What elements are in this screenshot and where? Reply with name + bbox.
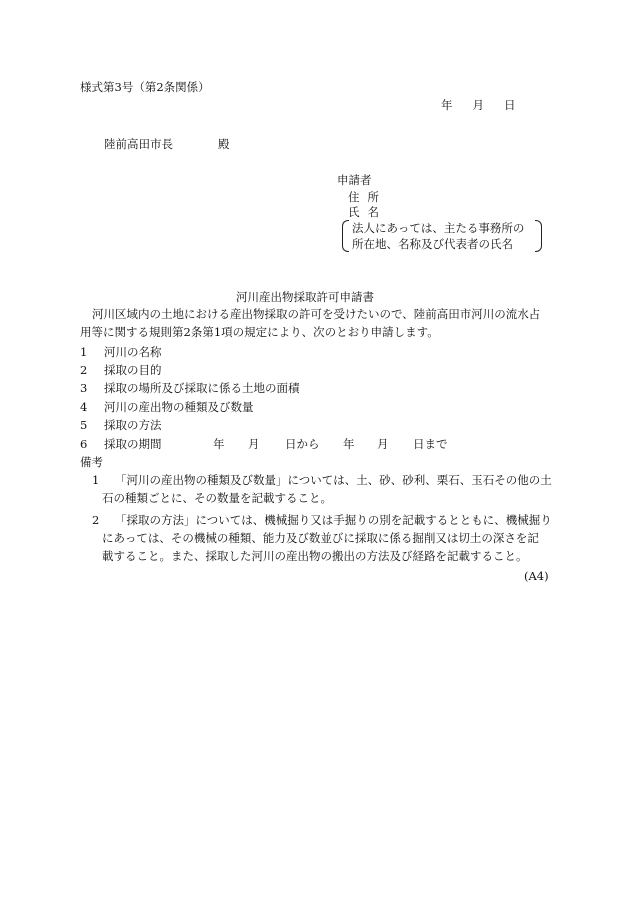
period-end-year: 年 bbox=[343, 437, 355, 451]
corporate-note bbox=[342, 220, 542, 252]
item-number: 2 bbox=[80, 363, 88, 377]
paper-size: (A4) bbox=[524, 569, 549, 583]
remark-2-line-2: にあっては、その機械の種類、能力及び数並びに採取に係る掘削又は切土の深さを記 bbox=[102, 531, 539, 545]
item-label: 採取の期間 bbox=[104, 437, 162, 451]
intro-line-2: 用等に関する規則第2条第1項の規定により、次のとおり申請します。 bbox=[80, 325, 439, 339]
list-item bbox=[80, 419, 162, 433]
corporate-note-text bbox=[352, 220, 524, 252]
item-label: 採取の目的 bbox=[104, 363, 162, 377]
remarks-heading: 備考 bbox=[80, 455, 103, 469]
date-year: 年 bbox=[441, 98, 453, 112]
applicant-label: 申請者 bbox=[337, 173, 372, 187]
item-label: 河川の名称 bbox=[104, 345, 162, 359]
list-item bbox=[80, 438, 162, 452]
remark-2-line-1: 「採取の方法」については、機械掘り又は手掘りの別を記載するとともに、機械掘り bbox=[115, 513, 552, 527]
period-start-month: 月 bbox=[248, 437, 260, 451]
period-start-year: 年 bbox=[213, 437, 225, 451]
item-number: 3 bbox=[80, 381, 88, 395]
remark-number: 1 bbox=[92, 473, 100, 487]
item-label: 採取の方法 bbox=[104, 418, 162, 432]
corporate-note-line-2: 所在地、名称及び代表者の氏名 bbox=[352, 237, 513, 251]
period-end-month: 月 bbox=[377, 437, 389, 451]
item-number: 6 bbox=[80, 437, 88, 451]
list-item bbox=[80, 401, 254, 415]
list-item bbox=[80, 364, 162, 378]
document-title: 河川産出物採取許可申請書 bbox=[236, 290, 374, 304]
remark-1-line-1: 「河川の産出物の種類及び数量」については、土、砂、砂利、栗石、玉石その他の土 bbox=[115, 473, 552, 487]
item-number: 4 bbox=[80, 400, 88, 414]
remark-1-line-2: 石の種類ごとに、その数量を記載すること。 bbox=[102, 491, 332, 505]
bracket-right bbox=[535, 220, 542, 252]
remark-number: 2 bbox=[92, 513, 100, 527]
date-line bbox=[441, 99, 516, 113]
name-label: 氏名 bbox=[348, 205, 387, 219]
date-month: 月 bbox=[472, 98, 484, 112]
date-day: 日 bbox=[504, 98, 516, 112]
item-number: 1 bbox=[80, 345, 88, 359]
address-label: 住所 bbox=[348, 190, 387, 204]
period-end-day: 日まで bbox=[413, 437, 448, 451]
corporate-note-line-1: 法人にあっては、主たる事務所の bbox=[352, 221, 525, 235]
addressee-honorific: 殿 bbox=[218, 137, 230, 151]
item-label: 河川の産出物の種類及び数量 bbox=[104, 400, 254, 414]
addressee-name: 陸前高田市長 bbox=[104, 137, 173, 151]
bracket-left bbox=[342, 220, 349, 252]
intro-line-1: 河川区域内の土地における産出物採取の許可を受けたいので、陸前高田市河川の流水占 bbox=[92, 307, 541, 321]
remark-2-line-3: 載すること。また、採取した河川の産出物の搬出の方法及び経路を記載すること。 bbox=[102, 549, 528, 563]
period-start-day: 日から bbox=[285, 437, 320, 451]
list-item bbox=[80, 346, 162, 360]
item-number: 5 bbox=[80, 418, 88, 432]
list-item bbox=[80, 382, 300, 396]
form-number: 様式第3号（第2条関係） bbox=[80, 80, 210, 94]
item-label: 採取の場所及び採取に係る土地の面積 bbox=[104, 381, 300, 395]
